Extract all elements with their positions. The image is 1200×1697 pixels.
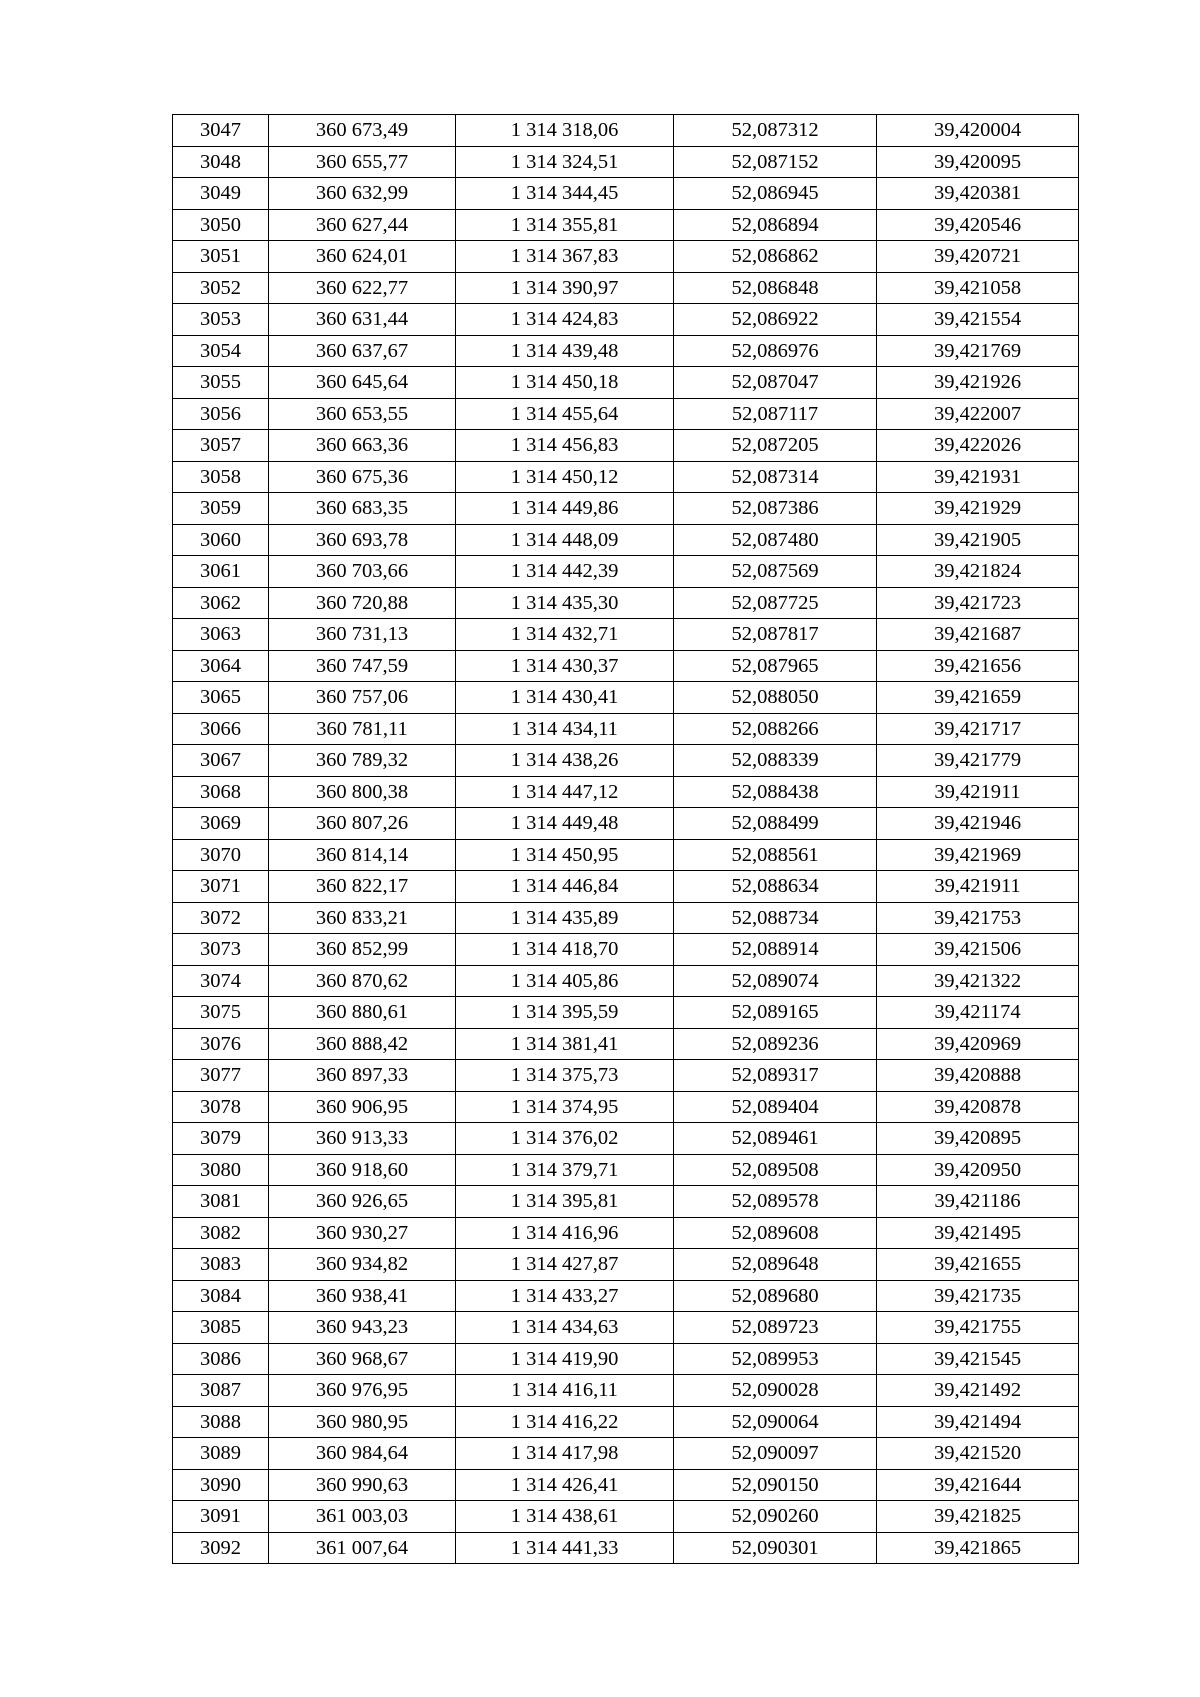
point-number-cell: 3090 bbox=[173, 1469, 269, 1501]
x-coordinate-cell: 360 693,78 bbox=[269, 524, 456, 556]
y-coordinate-cell: 1 314 416,11 bbox=[456, 1375, 674, 1407]
longitude-cell: 39,420969 bbox=[877, 1028, 1079, 1060]
x-coordinate-cell: 360 930,27 bbox=[269, 1217, 456, 1249]
x-coordinate-cell: 360 897,33 bbox=[269, 1060, 456, 1092]
x-coordinate-cell: 360 683,35 bbox=[269, 493, 456, 525]
y-coordinate-cell: 1 314 449,86 bbox=[456, 493, 674, 525]
y-coordinate-cell: 1 314 395,59 bbox=[456, 997, 674, 1029]
point-number-cell: 3073 bbox=[173, 934, 269, 966]
point-number-cell: 3083 bbox=[173, 1249, 269, 1281]
point-number-cell: 3072 bbox=[173, 902, 269, 934]
latitude-cell: 52,086862 bbox=[674, 241, 877, 273]
latitude-cell: 52,087480 bbox=[674, 524, 877, 556]
latitude-cell: 52,089953 bbox=[674, 1343, 877, 1375]
longitude-cell: 39,421174 bbox=[877, 997, 1079, 1029]
point-number-cell: 3074 bbox=[173, 965, 269, 997]
table-row bbox=[173, 1249, 1079, 1281]
longitude-cell: 39,421779 bbox=[877, 745, 1079, 777]
table-row bbox=[173, 241, 1079, 273]
x-coordinate-cell: 361 003,03 bbox=[269, 1501, 456, 1533]
y-coordinate-cell: 1 314 418,70 bbox=[456, 934, 674, 966]
y-coordinate-cell: 1 314 435,89 bbox=[456, 902, 674, 934]
latitude-cell: 52,088561 bbox=[674, 839, 877, 871]
longitude-cell: 39,421931 bbox=[877, 461, 1079, 493]
longitude-cell: 39,421929 bbox=[877, 493, 1079, 525]
latitude-cell: 52,088734 bbox=[674, 902, 877, 934]
longitude-cell: 39,421659 bbox=[877, 682, 1079, 714]
point-number-cell: 3055 bbox=[173, 367, 269, 399]
longitude-cell: 39,421644 bbox=[877, 1469, 1079, 1501]
x-coordinate-cell: 360 870,62 bbox=[269, 965, 456, 997]
latitude-cell: 52,089508 bbox=[674, 1154, 877, 1186]
latitude-cell: 52,090260 bbox=[674, 1501, 877, 1533]
latitude-cell: 52,089723 bbox=[674, 1312, 877, 1344]
latitude-cell: 52,087569 bbox=[674, 556, 877, 588]
x-coordinate-cell: 360 852,99 bbox=[269, 934, 456, 966]
point-number-cell: 3075 bbox=[173, 997, 269, 1029]
latitude-cell: 52,090301 bbox=[674, 1532, 877, 1564]
latitude-cell: 52,089608 bbox=[674, 1217, 877, 1249]
longitude-cell: 39,421735 bbox=[877, 1280, 1079, 1312]
longitude-cell: 39,421545 bbox=[877, 1343, 1079, 1375]
latitude-cell: 52,086945 bbox=[674, 178, 877, 210]
latitude-cell: 52,087205 bbox=[674, 430, 877, 462]
x-coordinate-cell: 360 631,44 bbox=[269, 304, 456, 336]
table-row bbox=[173, 1469, 1079, 1501]
y-coordinate-cell: 1 314 450,18 bbox=[456, 367, 674, 399]
longitude-cell: 39,420888 bbox=[877, 1060, 1079, 1092]
point-number-cell: 3088 bbox=[173, 1406, 269, 1438]
longitude-cell: 39,421494 bbox=[877, 1406, 1079, 1438]
table-row bbox=[173, 493, 1079, 525]
x-coordinate-cell: 360 720,88 bbox=[269, 587, 456, 619]
point-number-cell: 3086 bbox=[173, 1343, 269, 1375]
latitude-cell: 52,089165 bbox=[674, 997, 877, 1029]
y-coordinate-cell: 1 314 438,61 bbox=[456, 1501, 674, 1533]
y-coordinate-cell: 1 314 430,37 bbox=[456, 650, 674, 682]
longitude-cell: 39,421824 bbox=[877, 556, 1079, 588]
point-number-cell: 3082 bbox=[173, 1217, 269, 1249]
point-number-cell: 3078 bbox=[173, 1091, 269, 1123]
y-coordinate-cell: 1 314 433,27 bbox=[456, 1280, 674, 1312]
table-row bbox=[173, 524, 1079, 556]
x-coordinate-cell: 360 632,99 bbox=[269, 178, 456, 210]
x-coordinate-cell: 360 645,64 bbox=[269, 367, 456, 399]
x-coordinate-cell: 360 926,65 bbox=[269, 1186, 456, 1218]
latitude-cell: 52,089404 bbox=[674, 1091, 877, 1123]
point-number-cell: 3053 bbox=[173, 304, 269, 336]
longitude-cell: 39,421687 bbox=[877, 619, 1079, 651]
x-coordinate-cell: 360 731,13 bbox=[269, 619, 456, 651]
table-row bbox=[173, 178, 1079, 210]
x-coordinate-cell: 360 822,17 bbox=[269, 871, 456, 903]
table-row bbox=[173, 997, 1079, 1029]
table-row bbox=[173, 146, 1079, 178]
y-coordinate-cell: 1 314 405,86 bbox=[456, 965, 674, 997]
table-row bbox=[173, 1375, 1079, 1407]
y-coordinate-cell: 1 314 379,71 bbox=[456, 1154, 674, 1186]
latitude-cell: 52,090064 bbox=[674, 1406, 877, 1438]
longitude-cell: 39,421755 bbox=[877, 1312, 1079, 1344]
longitude-cell: 39,421655 bbox=[877, 1249, 1079, 1281]
y-coordinate-cell: 1 314 430,41 bbox=[456, 682, 674, 714]
x-coordinate-cell: 360 807,26 bbox=[269, 808, 456, 840]
table-row bbox=[173, 839, 1079, 871]
x-coordinate-cell: 360 968,67 bbox=[269, 1343, 456, 1375]
longitude-cell: 39,421723 bbox=[877, 587, 1079, 619]
point-number-cell: 3063 bbox=[173, 619, 269, 651]
point-number-cell: 3064 bbox=[173, 650, 269, 682]
y-coordinate-cell: 1 314 435,30 bbox=[456, 587, 674, 619]
point-number-cell: 3049 bbox=[173, 178, 269, 210]
longitude-cell: 39,421322 bbox=[877, 965, 1079, 997]
table-row bbox=[173, 272, 1079, 304]
y-coordinate-cell: 1 314 374,95 bbox=[456, 1091, 674, 1123]
longitude-cell: 39,421926 bbox=[877, 367, 1079, 399]
y-coordinate-cell: 1 314 381,41 bbox=[456, 1028, 674, 1060]
table-row bbox=[173, 745, 1079, 777]
table-row bbox=[173, 1343, 1079, 1375]
point-number-cell: 3070 bbox=[173, 839, 269, 871]
latitude-cell: 52,088438 bbox=[674, 776, 877, 808]
table-row bbox=[173, 1217, 1079, 1249]
longitude-cell: 39,421492 bbox=[877, 1375, 1079, 1407]
y-coordinate-cell: 1 314 324,51 bbox=[456, 146, 674, 178]
latitude-cell: 52,087117 bbox=[674, 398, 877, 430]
longitude-cell: 39,421946 bbox=[877, 808, 1079, 840]
x-coordinate-cell: 360 943,23 bbox=[269, 1312, 456, 1344]
table-row bbox=[173, 367, 1079, 399]
longitude-cell: 39,421911 bbox=[877, 871, 1079, 903]
longitude-cell: 39,420878 bbox=[877, 1091, 1079, 1123]
table-row bbox=[173, 1438, 1079, 1470]
table-row bbox=[173, 1312, 1079, 1344]
latitude-cell: 52,089236 bbox=[674, 1028, 877, 1060]
y-coordinate-cell: 1 314 419,90 bbox=[456, 1343, 674, 1375]
point-number-cell: 3051 bbox=[173, 241, 269, 273]
x-coordinate-cell: 360 663,36 bbox=[269, 430, 456, 462]
x-coordinate-cell: 360 938,41 bbox=[269, 1280, 456, 1312]
longitude-cell: 39,421769 bbox=[877, 335, 1079, 367]
x-coordinate-cell: 360 781,11 bbox=[269, 713, 456, 745]
table-row bbox=[173, 808, 1079, 840]
latitude-cell: 52,086894 bbox=[674, 209, 877, 241]
x-coordinate-cell: 360 814,14 bbox=[269, 839, 456, 871]
point-number-cell: 3059 bbox=[173, 493, 269, 525]
y-coordinate-cell: 1 314 367,83 bbox=[456, 241, 674, 273]
x-coordinate-cell: 360 624,01 bbox=[269, 241, 456, 273]
y-coordinate-cell: 1 314 375,73 bbox=[456, 1060, 674, 1092]
table-row bbox=[173, 398, 1079, 430]
table-row bbox=[173, 1532, 1079, 1564]
x-coordinate-cell: 360 747,59 bbox=[269, 650, 456, 682]
point-number-cell: 3080 bbox=[173, 1154, 269, 1186]
y-coordinate-cell: 1 314 416,96 bbox=[456, 1217, 674, 1249]
point-number-cell: 3054 bbox=[173, 335, 269, 367]
latitude-cell: 52,086976 bbox=[674, 335, 877, 367]
point-number-cell: 3069 bbox=[173, 808, 269, 840]
coordinates-table bbox=[172, 114, 1079, 1564]
longitude-cell: 39,420895 bbox=[877, 1123, 1079, 1155]
x-coordinate-cell: 360 934,82 bbox=[269, 1249, 456, 1281]
latitude-cell: 52,089317 bbox=[674, 1060, 877, 1092]
x-coordinate-cell: 360 675,36 bbox=[269, 461, 456, 493]
latitude-cell: 52,089578 bbox=[674, 1186, 877, 1218]
latitude-cell: 52,090028 bbox=[674, 1375, 877, 1407]
x-coordinate-cell: 360 880,61 bbox=[269, 997, 456, 1029]
latitude-cell: 52,090097 bbox=[674, 1438, 877, 1470]
longitude-cell: 39,421865 bbox=[877, 1532, 1079, 1564]
point-number-cell: 3084 bbox=[173, 1280, 269, 1312]
latitude-cell: 52,088634 bbox=[674, 871, 877, 903]
longitude-cell: 39,421753 bbox=[877, 902, 1079, 934]
point-number-cell: 3065 bbox=[173, 682, 269, 714]
point-number-cell: 3056 bbox=[173, 398, 269, 430]
latitude-cell: 52,086922 bbox=[674, 304, 877, 336]
longitude-cell: 39,421495 bbox=[877, 1217, 1079, 1249]
x-coordinate-cell: 360 703,66 bbox=[269, 556, 456, 588]
table-row bbox=[173, 1280, 1079, 1312]
point-number-cell: 3077 bbox=[173, 1060, 269, 1092]
table-row bbox=[173, 1123, 1079, 1155]
y-coordinate-cell: 1 314 427,87 bbox=[456, 1249, 674, 1281]
latitude-cell: 52,089680 bbox=[674, 1280, 877, 1312]
table-row bbox=[173, 1186, 1079, 1218]
x-coordinate-cell: 360 990,63 bbox=[269, 1469, 456, 1501]
point-number-cell: 3067 bbox=[173, 745, 269, 777]
longitude-cell: 39,420950 bbox=[877, 1154, 1079, 1186]
x-coordinate-cell: 360 980,95 bbox=[269, 1406, 456, 1438]
coordinates-table-body bbox=[173, 115, 1079, 1564]
x-coordinate-cell: 360 627,44 bbox=[269, 209, 456, 241]
y-coordinate-cell: 1 314 450,12 bbox=[456, 461, 674, 493]
latitude-cell: 52,087817 bbox=[674, 619, 877, 651]
table-row bbox=[173, 1501, 1079, 1533]
x-coordinate-cell: 360 655,77 bbox=[269, 146, 456, 178]
y-coordinate-cell: 1 314 376,02 bbox=[456, 1123, 674, 1155]
point-number-cell: 3076 bbox=[173, 1028, 269, 1060]
table-row bbox=[173, 1060, 1079, 1092]
table-row bbox=[173, 304, 1079, 336]
table-row bbox=[173, 902, 1079, 934]
x-coordinate-cell: 360 976,95 bbox=[269, 1375, 456, 1407]
y-coordinate-cell: 1 314 417,98 bbox=[456, 1438, 674, 1470]
longitude-cell: 39,420004 bbox=[877, 115, 1079, 147]
y-coordinate-cell: 1 314 446,84 bbox=[456, 871, 674, 903]
latitude-cell: 52,086848 bbox=[674, 272, 877, 304]
longitude-cell: 39,420095 bbox=[877, 146, 1079, 178]
table-row bbox=[173, 965, 1079, 997]
longitude-cell: 39,420721 bbox=[877, 241, 1079, 273]
table-row bbox=[173, 1154, 1079, 1186]
table-row bbox=[173, 650, 1079, 682]
latitude-cell: 52,089461 bbox=[674, 1123, 877, 1155]
longitude-cell: 39,421520 bbox=[877, 1438, 1079, 1470]
latitude-cell: 52,087312 bbox=[674, 115, 877, 147]
x-coordinate-cell: 360 913,33 bbox=[269, 1123, 456, 1155]
point-number-cell: 3052 bbox=[173, 272, 269, 304]
latitude-cell: 52,087965 bbox=[674, 650, 877, 682]
y-coordinate-cell: 1 314 318,06 bbox=[456, 115, 674, 147]
table-row bbox=[173, 461, 1079, 493]
table-row bbox=[173, 430, 1079, 462]
table-row bbox=[173, 1091, 1079, 1123]
table-row bbox=[173, 115, 1079, 147]
y-coordinate-cell: 1 314 438,26 bbox=[456, 745, 674, 777]
longitude-cell: 39,420381 bbox=[877, 178, 1079, 210]
point-number-cell: 3060 bbox=[173, 524, 269, 556]
longitude-cell: 39,421905 bbox=[877, 524, 1079, 556]
x-coordinate-cell: 360 800,38 bbox=[269, 776, 456, 808]
point-number-cell: 3079 bbox=[173, 1123, 269, 1155]
y-coordinate-cell: 1 314 390,97 bbox=[456, 272, 674, 304]
x-coordinate-cell: 360 637,67 bbox=[269, 335, 456, 367]
longitude-cell: 39,421656 bbox=[877, 650, 1079, 682]
longitude-cell: 39,421506 bbox=[877, 934, 1079, 966]
y-coordinate-cell: 1 314 442,39 bbox=[456, 556, 674, 588]
table-row bbox=[173, 587, 1079, 619]
longitude-cell: 39,421058 bbox=[877, 272, 1079, 304]
table-row bbox=[173, 1406, 1079, 1438]
latitude-cell: 52,087725 bbox=[674, 587, 877, 619]
y-coordinate-cell: 1 314 456,83 bbox=[456, 430, 674, 462]
x-coordinate-cell: 361 007,64 bbox=[269, 1532, 456, 1564]
latitude-cell: 52,089648 bbox=[674, 1249, 877, 1281]
latitude-cell: 52,088266 bbox=[674, 713, 877, 745]
y-coordinate-cell: 1 314 447,12 bbox=[456, 776, 674, 808]
y-coordinate-cell: 1 314 448,09 bbox=[456, 524, 674, 556]
y-coordinate-cell: 1 314 424,83 bbox=[456, 304, 674, 336]
x-coordinate-cell: 360 984,64 bbox=[269, 1438, 456, 1470]
table-row bbox=[173, 682, 1079, 714]
latitude-cell: 52,088339 bbox=[674, 745, 877, 777]
latitude-cell: 52,088914 bbox=[674, 934, 877, 966]
latitude-cell: 52,090150 bbox=[674, 1469, 877, 1501]
table-row bbox=[173, 713, 1079, 745]
x-coordinate-cell: 360 673,49 bbox=[269, 115, 456, 147]
x-coordinate-cell: 360 789,32 bbox=[269, 745, 456, 777]
point-number-cell: 3048 bbox=[173, 146, 269, 178]
point-number-cell: 3071 bbox=[173, 871, 269, 903]
y-coordinate-cell: 1 314 434,63 bbox=[456, 1312, 674, 1344]
latitude-cell: 52,089074 bbox=[674, 965, 877, 997]
y-coordinate-cell: 1 314 395,81 bbox=[456, 1186, 674, 1218]
y-coordinate-cell: 1 314 355,81 bbox=[456, 209, 674, 241]
longitude-cell: 39,422007 bbox=[877, 398, 1079, 430]
y-coordinate-cell: 1 314 344,45 bbox=[456, 178, 674, 210]
longitude-cell: 39,421554 bbox=[877, 304, 1079, 336]
table-row bbox=[173, 776, 1079, 808]
table-row bbox=[173, 934, 1079, 966]
point-number-cell: 3058 bbox=[173, 461, 269, 493]
longitude-cell: 39,422026 bbox=[877, 430, 1079, 462]
x-coordinate-cell: 360 833,21 bbox=[269, 902, 456, 934]
point-number-cell: 3092 bbox=[173, 1532, 269, 1564]
point-number-cell: 3085 bbox=[173, 1312, 269, 1344]
y-coordinate-cell: 1 314 455,64 bbox=[456, 398, 674, 430]
point-number-cell: 3062 bbox=[173, 587, 269, 619]
y-coordinate-cell: 1 314 449,48 bbox=[456, 808, 674, 840]
point-number-cell: 3068 bbox=[173, 776, 269, 808]
x-coordinate-cell: 360 918,60 bbox=[269, 1154, 456, 1186]
latitude-cell: 52,088499 bbox=[674, 808, 877, 840]
latitude-cell: 52,087047 bbox=[674, 367, 877, 399]
table-row bbox=[173, 209, 1079, 241]
y-coordinate-cell: 1 314 439,48 bbox=[456, 335, 674, 367]
y-coordinate-cell: 1 314 434,11 bbox=[456, 713, 674, 745]
table-row bbox=[173, 871, 1079, 903]
longitude-cell: 39,420546 bbox=[877, 209, 1079, 241]
latitude-cell: 52,087314 bbox=[674, 461, 877, 493]
point-number-cell: 3089 bbox=[173, 1438, 269, 1470]
y-coordinate-cell: 1 314 416,22 bbox=[456, 1406, 674, 1438]
point-number-cell: 3050 bbox=[173, 209, 269, 241]
x-coordinate-cell: 360 622,77 bbox=[269, 272, 456, 304]
longitude-cell: 39,421825 bbox=[877, 1501, 1079, 1533]
latitude-cell: 52,087152 bbox=[674, 146, 877, 178]
point-number-cell: 3057 bbox=[173, 430, 269, 462]
point-number-cell: 3047 bbox=[173, 115, 269, 147]
x-coordinate-cell: 360 888,42 bbox=[269, 1028, 456, 1060]
table-row bbox=[173, 335, 1079, 367]
point-number-cell: 3061 bbox=[173, 556, 269, 588]
latitude-cell: 52,088050 bbox=[674, 682, 877, 714]
latitude-cell: 52,087386 bbox=[674, 493, 877, 525]
point-number-cell: 3066 bbox=[173, 713, 269, 745]
y-coordinate-cell: 1 314 441,33 bbox=[456, 1532, 674, 1564]
table-row bbox=[173, 619, 1079, 651]
longitude-cell: 39,421717 bbox=[877, 713, 1079, 745]
table-row bbox=[173, 556, 1079, 588]
x-coordinate-cell: 360 906,95 bbox=[269, 1091, 456, 1123]
y-coordinate-cell: 1 314 432,71 bbox=[456, 619, 674, 651]
longitude-cell: 39,421969 bbox=[877, 839, 1079, 871]
point-number-cell: 3091 bbox=[173, 1501, 269, 1533]
x-coordinate-cell: 360 757,06 bbox=[269, 682, 456, 714]
table-row bbox=[173, 1028, 1079, 1060]
x-coordinate-cell: 360 653,55 bbox=[269, 398, 456, 430]
longitude-cell: 39,421186 bbox=[877, 1186, 1079, 1218]
point-number-cell: 3087 bbox=[173, 1375, 269, 1407]
point-number-cell: 3081 bbox=[173, 1186, 269, 1218]
longitude-cell: 39,421911 bbox=[877, 776, 1079, 808]
y-coordinate-cell: 1 314 426,41 bbox=[456, 1469, 674, 1501]
y-coordinate-cell: 1 314 450,95 bbox=[456, 839, 674, 871]
